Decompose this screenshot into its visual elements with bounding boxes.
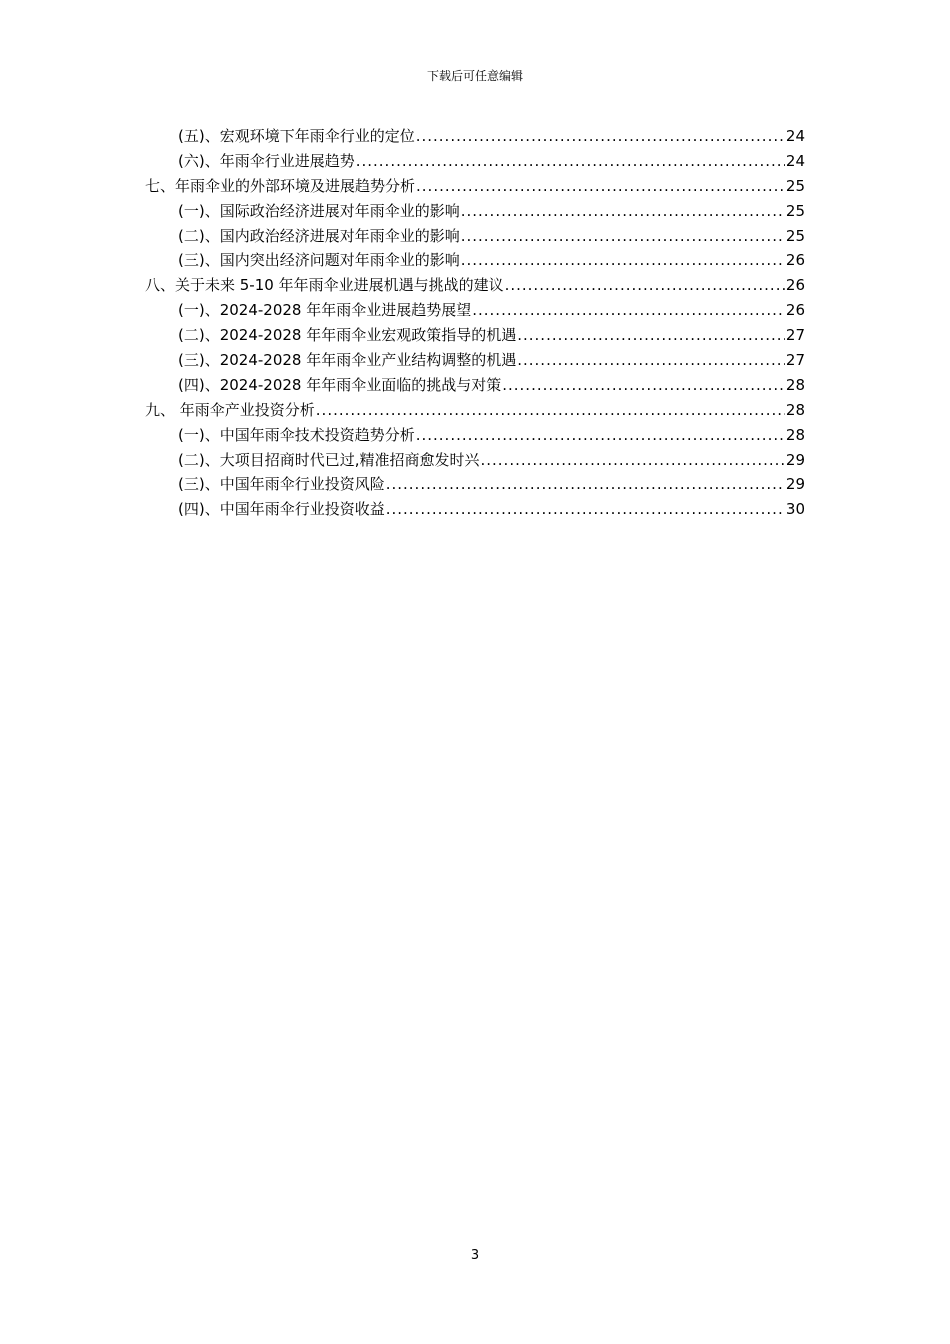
toc-entry-page: 25 [785, 176, 805, 195]
toc-entry[interactable] [145, 400, 805, 425]
toc-entry[interactable] [145, 474, 805, 499]
toc-entry-page: 28 [785, 400, 805, 419]
page-header [0, 68, 950, 84]
toc-entry-page: 26 [785, 301, 805, 320]
toc-entry-title: (二)、2024-2028 年年雨伞业宏观政策指导的机遇 [178, 326, 517, 345]
toc-dot-leader [461, 250, 785, 270]
toc-dot-leader [472, 300, 785, 320]
toc-entry-page: 29 [785, 475, 805, 494]
toc-entry-title: (一)、国际政治经济进展对年雨伞业的影响 [178, 201, 460, 220]
toc-entry-title: (五)、宏观环境下年雨伞行业的定位 [178, 127, 415, 145]
toc-entry[interactable] [145, 201, 805, 226]
toc-dot-leader [416, 176, 785, 196]
toc-dot-leader [517, 350, 785, 370]
toc-entry-page: 27 [785, 326, 805, 345]
toc-entry[interactable] [145, 325, 805, 350]
toc-entry-title: 八、关于未来 5-10 年年雨伞业进展机遇与挑战的建议 [145, 276, 504, 295]
toc-entry[interactable] [145, 450, 805, 475]
toc-entry-page: 28 [785, 425, 805, 444]
toc-dot-leader [480, 450, 784, 470]
toc-dot-leader [416, 126, 785, 146]
toc-dot-leader [502, 375, 785, 395]
toc-entry-title: 七、年雨伞业的外部环境及进展趋势分析 [145, 176, 416, 195]
toc-entry-page: 25 [785, 226, 805, 245]
toc-entry[interactable] [145, 425, 805, 450]
toc-dot-leader [461, 226, 785, 246]
toc-entry-title: (二)、大项目招商时代已过,精准招商愈发时兴 [178, 450, 480, 469]
toc-entry[interactable] [145, 250, 805, 275]
toc-entry-page: 28 [785, 375, 805, 394]
toc-entry-page: 29 [785, 450, 805, 469]
toc-entry-page: 30 [785, 500, 805, 519]
toc-dot-leader [316, 400, 785, 420]
toc-entry[interactable] [145, 350, 805, 375]
toc-entry[interactable] [145, 499, 805, 524]
toc-entry-page: 26 [785, 276, 805, 295]
toc-entry[interactable] [145, 226, 805, 251]
table-of-contents [145, 126, 805, 524]
page-footer [0, 1248, 950, 1264]
toc-entry-title: 九、 年雨伞产业投资分析 [145, 400, 315, 419]
toc-dot-leader [386, 499, 785, 519]
toc-entry-title: (三)、国内突出经济问题对年雨伞业的影响 [178, 251, 460, 270]
toc-entry[interactable] [145, 151, 805, 176]
toc-entry[interactable] [145, 176, 805, 201]
toc-entry-title: (一)、中国年雨伞技术投资趋势分析 [178, 425, 415, 444]
toc-dot-leader [461, 201, 785, 221]
toc-dot-leader [356, 151, 785, 171]
toc-entry-title: (三)、中国年雨伞行业投资风险 [178, 475, 385, 494]
toc-entry-page: 24 [785, 151, 805, 170]
toc-entry-page: 25 [785, 201, 805, 220]
toc-dot-leader [386, 474, 785, 494]
toc-entry-page: 26 [785, 251, 805, 270]
toc-entry-title: (二)、国内政治经济进展对年雨伞业的影响 [178, 226, 460, 245]
toc-dot-leader [416, 425, 785, 445]
toc-entry-title: (三)、2024-2028 年年雨伞业产业结构调整的机遇 [178, 351, 517, 370]
toc-entry-title: (四)、2024-2028 年年雨伞业面临的挑战与对策 [178, 375, 502, 394]
toc-dot-leader [517, 325, 785, 345]
toc-entry-page: 24 [785, 127, 805, 145]
toc-entry-title: (四)、中国年雨伞行业投资收益 [178, 500, 385, 519]
page-number: 3 [470, 1248, 480, 1263]
toc-entry[interactable] [145, 126, 805, 151]
header-text: 下载后可任意编辑 [426, 69, 523, 83]
toc-entry[interactable] [145, 375, 805, 400]
toc-entry[interactable] [145, 300, 805, 325]
toc-entry-page: 27 [785, 351, 805, 370]
toc-entry-title: (六)、年雨伞行业进展趋势 [178, 151, 355, 170]
toc-entry[interactable] [145, 275, 805, 300]
toc-dot-leader [505, 275, 785, 295]
toc-entry-title: (一)、2024-2028 年年雨伞业进展趋势展望 [178, 301, 472, 320]
